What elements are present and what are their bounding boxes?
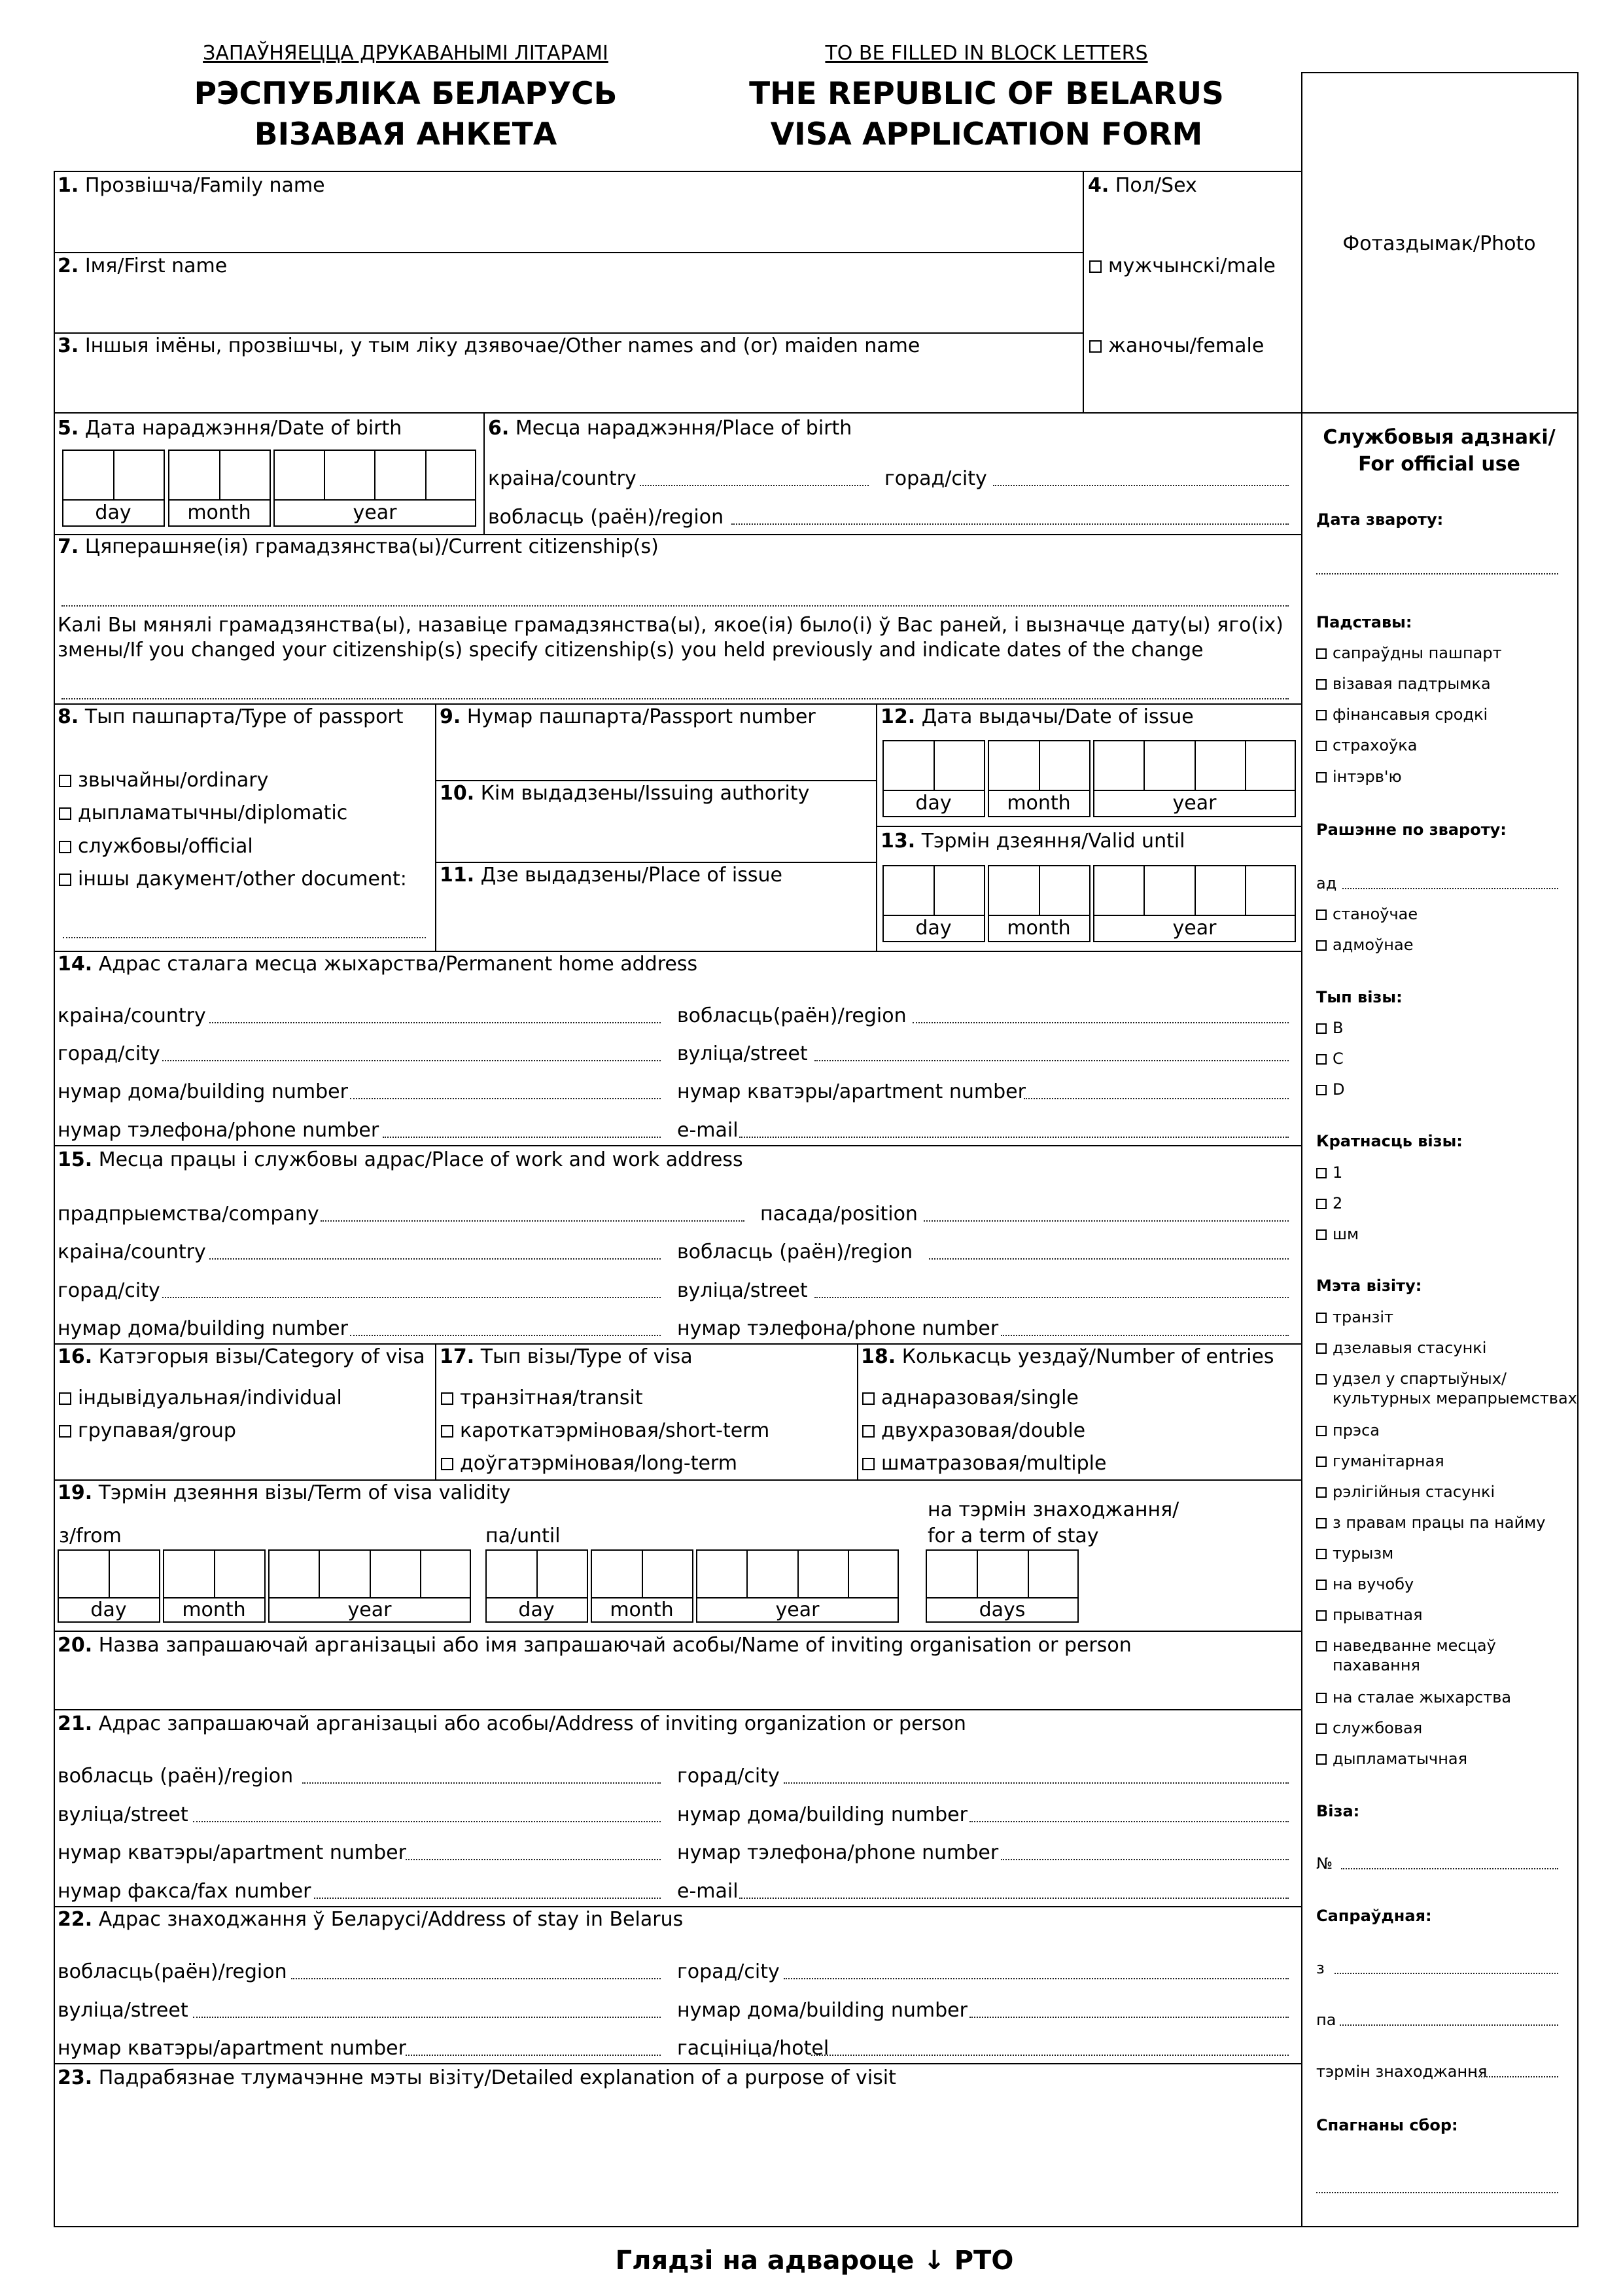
- checkbox-icon: [1316, 772, 1327, 783]
- checkbox-multiple[interactable]: шматразовая/multiple: [862, 1452, 1106, 1475]
- field-date-of-issue: 12. Дата выдачы/Date of issue: [881, 705, 1194, 728]
- home-apartment-line[interactable]: [1024, 1098, 1289, 1099]
- official-purpose-sports-culture[interactable]: удзел у спартыўных/: [1316, 1369, 1507, 1388]
- work-building-line[interactable]: [350, 1335, 661, 1336]
- official-decision-negative[interactable]: адмоўнае: [1316, 935, 1413, 955]
- field-visa-validity: 19. Тэрмін дзеяння візы/Term of visa validity: [58, 1481, 511, 1504]
- official-multiplicity-1[interactable]: 1: [1316, 1163, 1342, 1182]
- citizenship-note-2: змены/If you changed your citizenship(s) specify citizenship(s) you held previously and indicate dates of the change: [58, 639, 1204, 662]
- official-purpose-private[interactable]: прыватная: [1316, 1605, 1423, 1625]
- checkbox-icon: [59, 775, 71, 787]
- checkbox-icon: [1316, 1580, 1327, 1590]
- checkbox-long-term[interactable]: доўгатэрміновая/long-term: [441, 1452, 737, 1475]
- inviting-city-line[interactable]: [784, 1782, 1289, 1784]
- field-inviting-address: 21. Адрас запрашаючай арганізацыі або асобы/Address of inviting organization or person: [58, 1712, 966, 1735]
- checkbox-icon: [1316, 1199, 1327, 1209]
- footer-pto: Глядзі на адвароце ↓ PTO: [615, 2246, 1014, 2276]
- checkbox-icon: [1316, 1313, 1327, 1323]
- official-valid-until-line[interactable]: [1340, 2024, 1558, 2026]
- checkbox-icon: [1316, 1457, 1327, 1467]
- checkbox-icon: [1089, 260, 1102, 273]
- field-work-address: 15. Месца працы і службовы адрас/Place of work and work address: [58, 1148, 743, 1171]
- checkbox-icon: [441, 1458, 453, 1470]
- official-decision-positive[interactable]: станоўчае: [1316, 904, 1418, 924]
- checkbox-icon: [1316, 1487, 1327, 1498]
- inviting-email-line[interactable]: [739, 1898, 1289, 1899]
- checkbox-icon: [862, 1458, 875, 1470]
- checkbox-icon: [1316, 741, 1327, 751]
- photo-divider: [1301, 412, 1579, 414]
- official-visa-number-line[interactable]: [1341, 1868, 1558, 1869]
- checkbox-icon: [1316, 1518, 1327, 1528]
- official-purpose-burial-sites[interactable]: наведванне месцаў: [1316, 1636, 1496, 1655]
- field-visa-category: 16. Катэгорыя візы/Category of visa: [58, 1345, 425, 1368]
- checkbox-icon: [1316, 648, 1327, 659]
- field-inviting-name[interactable]: 20. Назва запрашаючай арганізацыі або імя запрашаючай асобы/Name of inviting organisation or person: [58, 1634, 1132, 1657]
- official-purpose-humanitarian[interactable]: гуманітарная: [1316, 1451, 1444, 1471]
- stay-region-line[interactable]: [291, 1978, 661, 1979]
- checkbox-icon: [59, 807, 71, 820]
- field-family-name[interactable]: 1. Прозвішча/Family name: [58, 174, 325, 197]
- official-stay-line[interactable]: [1476, 2076, 1558, 2077]
- checkbox-icon: [1089, 340, 1102, 353]
- home-street-line[interactable]: [814, 1060, 1289, 1061]
- field-number-of-entries: 18. Колькасць уездаў/Number of entries: [861, 1345, 1274, 1368]
- work-position-line[interactable]: [924, 1220, 1289, 1222]
- birth-country-label: краіна/country: [488, 467, 637, 490]
- birth-country-line[interactable]: [640, 485, 869, 486]
- checkbox-icon: [1316, 1168, 1327, 1178]
- checkbox-icon: [1316, 710, 1327, 720]
- work-street-line[interactable]: [814, 1297, 1289, 1298]
- checkbox-icon: [1316, 1229, 1327, 1240]
- official-purpose-transit[interactable]: транзіт: [1316, 1307, 1393, 1327]
- checkbox-icon: [1316, 1693, 1327, 1703]
- previous-citizenship-line[interactable]: [61, 698, 1289, 699]
- field-visa-type: 17. Тып візы/Type of visa: [440, 1345, 693, 1368]
- checkbox-icon: [441, 1392, 453, 1405]
- official-type-b[interactable]: B: [1316, 1018, 1343, 1038]
- official-type-c[interactable]: C: [1316, 1049, 1344, 1069]
- checkbox-transit[interactable]: транзітная/transit: [441, 1386, 643, 1410]
- field-passport-type: 8. Тып пашпарта/Type of passport: [58, 705, 404, 728]
- title-form-en: VISA APPLICATION FORM: [770, 116, 1203, 152]
- official-ground-insurance[interactable]: страхоўка: [1316, 735, 1417, 755]
- checkbox-ordinary[interactable]: звычайны/ordinary: [59, 769, 268, 792]
- inviting-street-line[interactable]: [193, 1821, 661, 1822]
- official-purpose-service[interactable]: службовая: [1316, 1718, 1422, 1738]
- checkbox-female[interactable]: жаночы/female: [1089, 334, 1264, 358]
- home-region-line[interactable]: [913, 1022, 1289, 1023]
- official-ground-interview[interactable]: інтэрв'ю: [1316, 767, 1402, 786]
- citizenship-note-1: Калі Вы мянялі грамадзянства(ы), назавіце грамадзянства(ы), якое(ія) было(і) ў Вас раней, і вызначце дату(ы) яго(іх): [58, 614, 1283, 637]
- checkbox-single[interactable]: аднаразовая/single: [862, 1386, 1079, 1410]
- field-passport-number[interactable]: 9. Нумар пашпарта/Passport number: [440, 705, 816, 728]
- checkbox-icon: [1316, 1085, 1327, 1095]
- official-title-2: For official use: [1358, 453, 1520, 476]
- official-purpose-religious[interactable]: рэлігійныя стасункі: [1316, 1482, 1495, 1502]
- work-city-line[interactable]: [162, 1297, 661, 1298]
- checkbox-icon: [1316, 1374, 1327, 1385]
- field-issuing-authority[interactable]: 10. Кім выдадзены/Issuing authority: [440, 782, 810, 805]
- stay-apartment-line[interactable]: [406, 2055, 661, 2056]
- checkbox-icon: [1316, 910, 1327, 920]
- checkbox-individual[interactable]: індывідуальная/individual: [59, 1386, 342, 1410]
- work-country-line[interactable]: [209, 1258, 661, 1260]
- checkbox-icon: [1316, 1610, 1327, 1621]
- field-sex: 4. Пол/Sex: [1088, 174, 1197, 197]
- official-ground-support[interactable]: візавая падтрымка: [1316, 674, 1491, 694]
- checkbox-icon: [59, 874, 71, 886]
- official-ground-passport[interactable]: сапраўдны пашпарт: [1316, 643, 1502, 663]
- checkbox-icon: [1316, 1549, 1327, 1559]
- stay-city-line[interactable]: [784, 1978, 1289, 1979]
- field-citizenship: 7. Цяперашняе(ія) грамадзянства(ы)/Current citizenship(s): [58, 535, 659, 558]
- home-city-line[interactable]: [162, 1060, 661, 1061]
- field-place-of-birth: 6. Месца нараджэння/Place of birth: [488, 417, 852, 440]
- official-purpose-employment[interactable]: з правам працы па найму: [1316, 1513, 1546, 1532]
- title-republic-en: THE REPUBLIC OF BELARUS: [749, 76, 1224, 112]
- checkbox-icon: [1316, 1754, 1327, 1765]
- official-date-line[interactable]: [1316, 573, 1558, 574]
- work-phone-line[interactable]: [1001, 1335, 1289, 1336]
- official-ground-funds[interactable]: фінансавыя сродкі: [1316, 705, 1488, 724]
- stay-hotel-line[interactable]: [811, 2055, 1289, 2056]
- field-address-in-belarus: 22. Адрас знаходжання ў Беларусі/Address of stay in Belarus: [58, 1908, 684, 1931]
- birth-city-line[interactable]: [993, 485, 1289, 486]
- field-purpose-explanation[interactable]: 23. Падрабязнае тлумачэнне мэты візіту/Detailed explanation of a purpose of visit: [58, 2066, 896, 2089]
- official-valid-from-line[interactable]: [1335, 1973, 1558, 1974]
- checkbox-icon: [1316, 1343, 1327, 1354]
- official-purpose-study[interactable]: на вучобу: [1316, 1574, 1414, 1594]
- checkbox-icon: [1316, 1641, 1327, 1651]
- header-note-en: TO BE FILLED IN BLOCK LETTERS: [825, 42, 1148, 65]
- checkbox-icon: [59, 1425, 71, 1438]
- official-purpose-business[interactable]: дзелавыя стасункі: [1316, 1338, 1486, 1358]
- field-valid-until: 13. Тэрмін дзеяння/Valid until: [881, 830, 1185, 853]
- stay-street-line[interactable]: [193, 2017, 661, 2018]
- inviting-phone-line[interactable]: [1001, 1859, 1289, 1860]
- checkbox-icon: [1316, 1723, 1327, 1734]
- official-decision-date-line[interactable]: [1342, 888, 1558, 889]
- home-phone-line[interactable]: [383, 1137, 661, 1138]
- checkbox-double[interactable]: двухразовая/double: [862, 1419, 1085, 1443]
- checkbox-short-term[interactable]: кароткатэрміновая/short-term: [441, 1419, 769, 1443]
- inviting-fax-line[interactable]: [314, 1898, 661, 1899]
- checkbox-group[interactable]: групавая/group: [59, 1419, 236, 1443]
- official-purpose-permanent-residence[interactable]: на сталае жыхарства: [1316, 1687, 1511, 1707]
- checkbox-icon: [441, 1425, 453, 1438]
- checkbox-icon: [1316, 1426, 1327, 1436]
- checkbox-icon: [1316, 940, 1327, 951]
- checkbox-male[interactable]: мужчынскі/male: [1089, 255, 1276, 278]
- checkbox-diplomatic[interactable]: дыпламатычны/diplomatic: [59, 802, 347, 825]
- checkbox-icon: [862, 1425, 875, 1438]
- home-building-line[interactable]: [350, 1098, 661, 1099]
- work-company-line[interactable]: [321, 1220, 744, 1222]
- work-region-line[interactable]: [929, 1258, 1289, 1260]
- title-republic-by: РЭСПУБЛІКА БЕЛАРУСЬ: [194, 76, 618, 112]
- birth-region-label: вобласць (раён)/region: [488, 506, 724, 529]
- field-first-name[interactable]: 2. Імя/First name: [58, 255, 228, 277]
- checkbox-icon: [862, 1392, 875, 1405]
- inviting-apartment-line[interactable]: [406, 1859, 661, 1860]
- inviting-region-line[interactable]: [302, 1782, 661, 1784]
- checkbox-icon: [59, 841, 71, 853]
- header-note-by: ЗАПАЎНЯЕЦЦА ДРУКАВАНЫМІ ЛІТАРАМІ: [203, 42, 608, 65]
- checkbox-icon: [1316, 679, 1327, 690]
- checkbox-icon: [59, 1392, 71, 1405]
- field-place-of-issue[interactable]: 11. Дзе выдадзены/Place of issue: [440, 864, 782, 887]
- birth-city-label: горад/city: [884, 467, 987, 490]
- checkbox-official[interactable]: службовы/official: [59, 835, 253, 858]
- photo-area[interactable]: Фотаздымак/Photo: [1342, 232, 1536, 255]
- home-country-line[interactable]: [209, 1022, 661, 1023]
- official-type-d[interactable]: D: [1316, 1080, 1344, 1099]
- official-multiplicity-2[interactable]: 2: [1316, 1193, 1342, 1213]
- official-purpose-tourism[interactable]: турызм: [1316, 1544, 1393, 1563]
- citizenship-line[interactable]: [61, 605, 1289, 607]
- other-document-line[interactable]: [63, 937, 426, 938]
- checkbox-icon: [1316, 1054, 1327, 1065]
- official-purpose-diplomatic[interactable]: дыпламатычная: [1316, 1749, 1467, 1769]
- inviting-building-line[interactable]: [969, 1821, 1289, 1822]
- home-email-line[interactable]: [739, 1137, 1289, 1138]
- field-other-names[interactable]: 3. Іншыя імёны, прозвішчы, у тым ліку дзявочае/Other names and (or) maiden name: [58, 334, 920, 357]
- official-fee-line[interactable]: [1316, 2192, 1558, 2193]
- field-date-of-birth: 5. Дата нараджэння/Date of birth: [58, 417, 402, 440]
- stay-building-line[interactable]: [969, 2017, 1289, 2018]
- title-form-by: ВІЗАВАЯ АНКЕТА: [254, 116, 557, 152]
- checkbox-other-document[interactable]: іншы дакумент/other document:: [59, 868, 407, 891]
- official-multiplicity-multiple[interactable]: шм: [1316, 1224, 1359, 1244]
- birth-region-line[interactable]: [731, 523, 1289, 525]
- official-purpose-press[interactable]: прэса: [1316, 1421, 1380, 1440]
- field-home-address: 14. Адрас сталага месца жыхарства/Permanent home address: [58, 953, 698, 976]
- official-title-1: Службовыя адзнакі/: [1323, 426, 1556, 449]
- checkbox-icon: [1316, 1023, 1327, 1034]
